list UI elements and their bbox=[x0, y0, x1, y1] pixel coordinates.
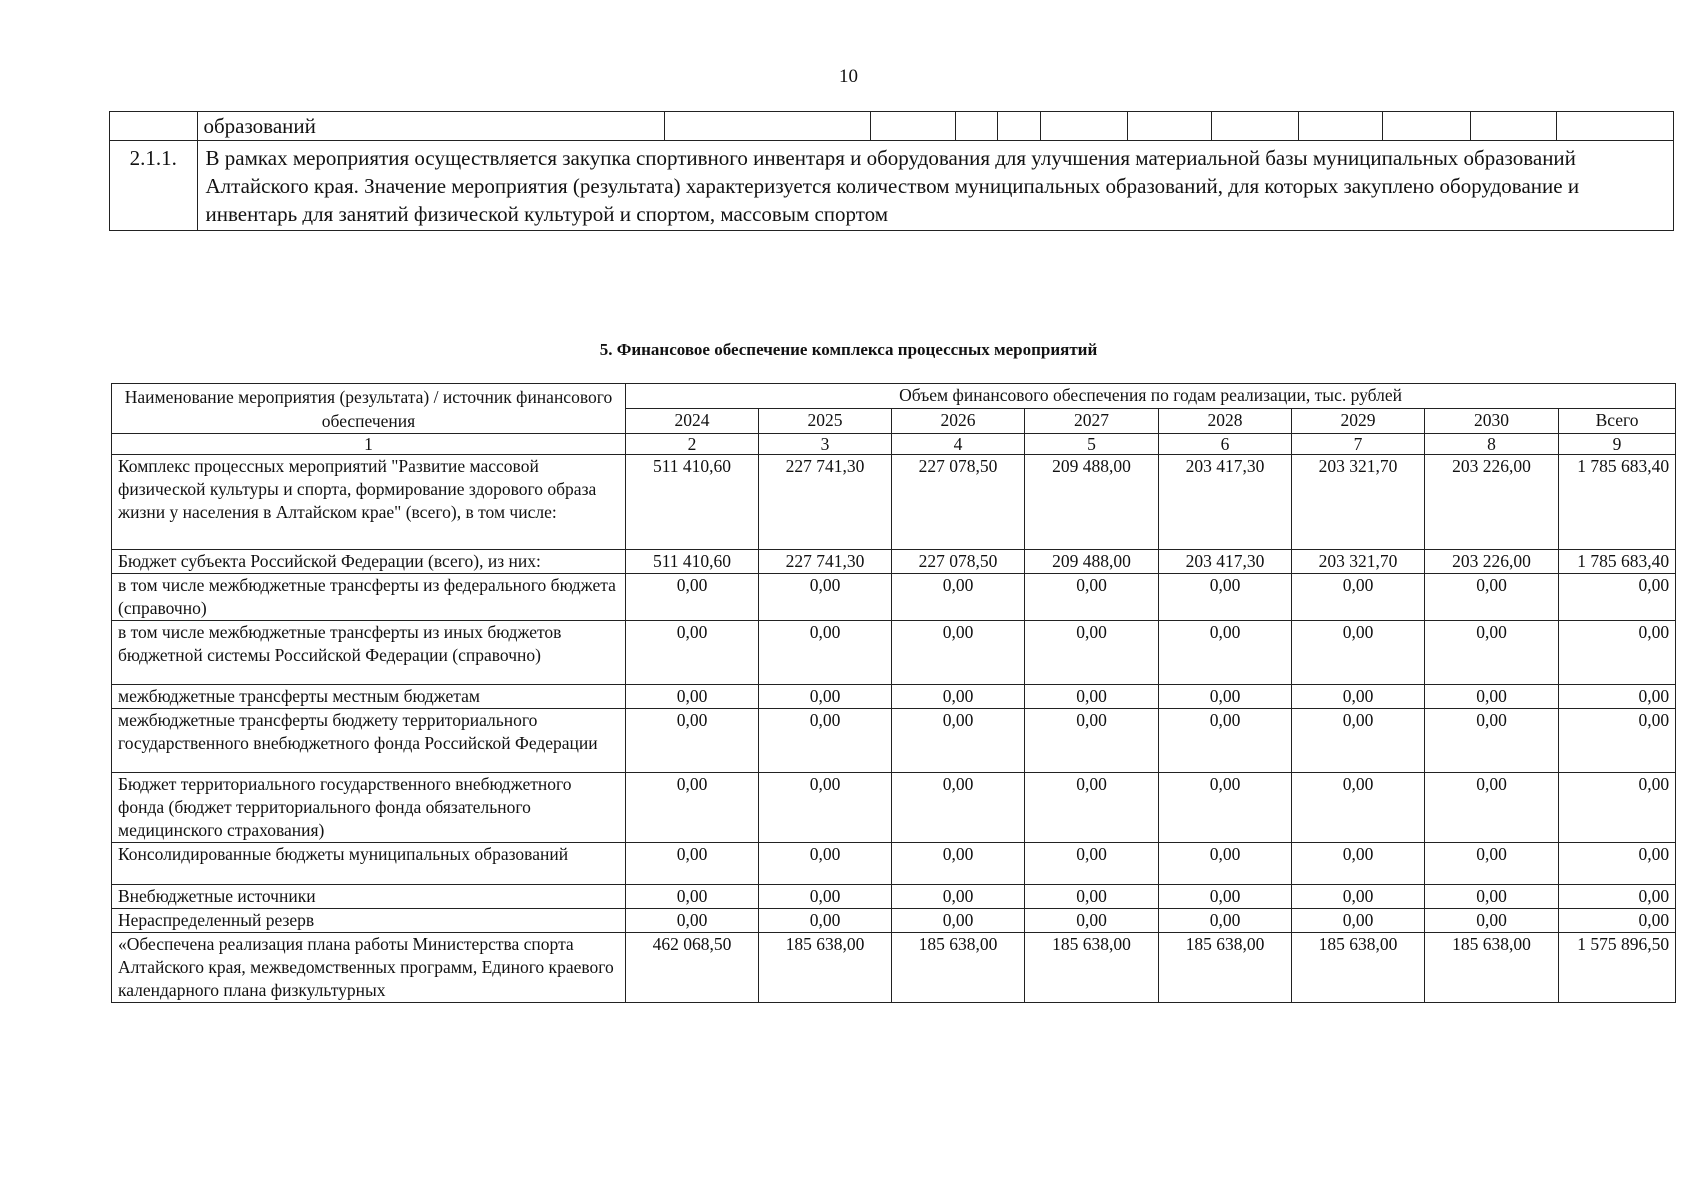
row-value: 0,00 bbox=[626, 843, 759, 885]
row-value: 0,00 bbox=[1025, 773, 1159, 843]
empty-cell bbox=[1298, 112, 1382, 141]
financing-row bbox=[112, 574, 1676, 621]
row-value: 511 410,60 bbox=[626, 455, 759, 550]
row-name: в том числе межбюджетные трансферты из иных бюджетов бюджетной системы Российской Федерации (справочно) bbox=[112, 621, 626, 685]
row-value: 0,00 bbox=[1025, 685, 1159, 709]
row-value: 0,00 bbox=[1159, 843, 1292, 885]
row-value: 209 488,00 bbox=[1025, 550, 1159, 574]
row-value: 203 321,70 bbox=[1292, 455, 1425, 550]
row-value: 462 068,50 bbox=[626, 933, 759, 1003]
row-value: 0,00 bbox=[759, 885, 892, 909]
row-value: 0,00 bbox=[1425, 621, 1559, 685]
row-name: Комплекс процессных мероприятий "Развитие массовой физической культуры и спорта, формирование здорового образа жизни у населения в Алтайском крае" (всего), в том числе: bbox=[112, 455, 626, 550]
financing-row bbox=[112, 685, 1676, 709]
row-total: 0,00 bbox=[1559, 621, 1676, 685]
header-volume: Объем финансового обеспечения по годам реализации, тыс. рублей bbox=[626, 384, 1676, 409]
row-value: 0,00 bbox=[1025, 843, 1159, 885]
column-index-row bbox=[112, 434, 1676, 455]
financing-row bbox=[112, 455, 1676, 550]
header-year: 2029 bbox=[1292, 409, 1425, 434]
row-value: 0,00 bbox=[1292, 709, 1425, 773]
row-value: 227 741,30 bbox=[759, 455, 892, 550]
row-value: 0,00 bbox=[1159, 885, 1292, 909]
financing-row bbox=[112, 909, 1676, 933]
empty-cell bbox=[955, 112, 997, 141]
row-total: 1 785 683,40 bbox=[1559, 455, 1676, 550]
row-value: 0,00 bbox=[1425, 709, 1559, 773]
row-total: 0,00 bbox=[1559, 709, 1676, 773]
financing-row bbox=[112, 773, 1676, 843]
row-value: 0,00 bbox=[759, 574, 892, 621]
row-name: в том числе межбюджетные трансферты из федерального бюджета (справочно) bbox=[112, 574, 626, 621]
row-value: 0,00 bbox=[892, 574, 1025, 621]
empty-cell bbox=[1383, 112, 1471, 141]
row-value: 0,00 bbox=[1425, 909, 1559, 933]
row-value: 0,00 bbox=[1025, 885, 1159, 909]
row-value: 511 410,60 bbox=[626, 550, 759, 574]
row-value: 0,00 bbox=[759, 685, 892, 709]
empty-cell bbox=[871, 112, 955, 141]
empty-cell bbox=[1041, 112, 1127, 141]
row-value: 227 078,50 bbox=[892, 550, 1025, 574]
row-value: 203 321,70 bbox=[1292, 550, 1425, 574]
row-name: Нераспределенный резерв bbox=[112, 909, 626, 933]
row-value: 0,00 bbox=[759, 709, 892, 773]
row-value: 0,00 bbox=[759, 621, 892, 685]
empty-cell bbox=[998, 112, 1041, 141]
row-value: 0,00 bbox=[1159, 909, 1292, 933]
row-value: 0,00 bbox=[759, 843, 892, 885]
row-value: 0,00 bbox=[1159, 685, 1292, 709]
row-value: 0,00 bbox=[1159, 621, 1292, 685]
row-value: 0,00 bbox=[1025, 621, 1159, 685]
row-value: 227 078,50 bbox=[892, 455, 1025, 550]
row-value: 0,00 bbox=[759, 909, 892, 933]
row-value: 203 226,00 bbox=[1425, 455, 1559, 550]
header-year: 2028 bbox=[1159, 409, 1292, 434]
header-year: 2024 bbox=[626, 409, 759, 434]
header-year: 2030 bbox=[1425, 409, 1559, 434]
row-value: 0,00 bbox=[626, 773, 759, 843]
row-value: 0,00 bbox=[626, 685, 759, 709]
empty-cell bbox=[1470, 112, 1556, 141]
financing-table bbox=[111, 383, 1676, 1003]
financing-body bbox=[112, 455, 1676, 1003]
row-total: 1 785 683,40 bbox=[1559, 550, 1676, 574]
row-value: 185 638,00 bbox=[1292, 933, 1425, 1003]
row-name: Бюджет субъекта Российской Федерации (всего), из них: bbox=[112, 550, 626, 574]
row-total: 0,00 bbox=[1559, 773, 1676, 843]
financing-row bbox=[112, 885, 1676, 909]
section-title: 5. Финансовое обеспечение комплекса процессных мероприятий bbox=[599, 340, 1098, 359]
row-total: 0,00 bbox=[1559, 843, 1676, 885]
row-value: 0,00 bbox=[1425, 685, 1559, 709]
page-number: 10 bbox=[839, 66, 858, 87]
row-value: 227 741,30 bbox=[759, 550, 892, 574]
row-value: 209 488,00 bbox=[1025, 455, 1159, 550]
column-index: 1 bbox=[112, 434, 626, 455]
row-value: 0,00 bbox=[892, 685, 1025, 709]
column-index: 2 bbox=[626, 434, 759, 455]
financing-row bbox=[112, 843, 1676, 885]
row-value: 0,00 bbox=[1159, 574, 1292, 621]
row-value: 185 638,00 bbox=[892, 933, 1025, 1003]
header-year: 2025 bbox=[759, 409, 892, 434]
financing-row bbox=[112, 709, 1676, 773]
row-total: 0,00 bbox=[1559, 574, 1676, 621]
measure-description-table bbox=[109, 111, 1674, 231]
column-index: 4 bbox=[892, 434, 1025, 455]
measure-row bbox=[110, 141, 1674, 231]
row-value: 0,00 bbox=[626, 909, 759, 933]
row-value: 0,00 bbox=[1292, 843, 1425, 885]
row-value: 0,00 bbox=[626, 574, 759, 621]
row-value: 185 638,00 bbox=[759, 933, 892, 1003]
row-value: 0,00 bbox=[626, 885, 759, 909]
row-total: 0,00 bbox=[1559, 685, 1676, 709]
row-name: «Обеспечена реализация плана работы Министерства спорта Алтайского края, межведомственных программ, Единого краевого календарного плана физкультурных bbox=[112, 933, 626, 1003]
row-value: 0,00 bbox=[892, 773, 1025, 843]
row-value: 185 638,00 bbox=[1425, 933, 1559, 1003]
row-value: 0,00 bbox=[892, 709, 1025, 773]
header-year: 2026 bbox=[892, 409, 1025, 434]
row-value: 185 638,00 bbox=[1159, 933, 1292, 1003]
empty-cell bbox=[665, 112, 871, 141]
row-total: 0,00 bbox=[1559, 885, 1676, 909]
row-name: Консолидированные бюджеты муниципальных образований bbox=[112, 843, 626, 885]
continued-row bbox=[110, 112, 1674, 141]
row-value: 0,00 bbox=[1425, 843, 1559, 885]
row-total: 0,00 bbox=[1559, 909, 1676, 933]
row-value: 0,00 bbox=[626, 621, 759, 685]
financing-row bbox=[112, 550, 1676, 574]
row-value: 0,00 bbox=[759, 773, 892, 843]
row-value: 0,00 bbox=[1292, 621, 1425, 685]
row-value: 0,00 bbox=[1292, 909, 1425, 933]
empty-cell bbox=[1212, 112, 1298, 141]
row-name: межбюджетные трансферты бюджету территориального государственного внебюджетного фонда Российской Федерации bbox=[112, 709, 626, 773]
row-value: 0,00 bbox=[1292, 773, 1425, 843]
row-value: 0,00 bbox=[892, 909, 1025, 933]
column-index: 6 bbox=[1159, 434, 1292, 455]
header-name: Наименование мероприятия (результата) / источник финансового обеспечения bbox=[112, 384, 626, 434]
row-value: 0,00 bbox=[892, 885, 1025, 909]
row-value: 0,00 bbox=[1425, 773, 1559, 843]
row-value: 0,00 bbox=[1425, 574, 1559, 621]
column-index: 9 bbox=[1559, 434, 1676, 455]
row-value: 0,00 bbox=[1025, 574, 1159, 621]
row-value: 203 417,30 bbox=[1159, 455, 1292, 550]
row-value: 203 226,00 bbox=[1425, 550, 1559, 574]
measure-description: В рамках мероприятия осуществляется закупка спортивного инвентаря и оборудования для улучшения материальной базы муниципальных образований Алтайского края. Значение мероприятия (результата) характеризуется количеством муниципальных образований, для которых закуплено оборудование и инвентарь для занятий физической культурой и спортом, массовым спортом bbox=[197, 141, 1674, 231]
row-value: 0,00 bbox=[626, 709, 759, 773]
row-value: 0,00 bbox=[1159, 773, 1292, 843]
column-index: 7 bbox=[1292, 434, 1425, 455]
column-index: 8 bbox=[1425, 434, 1559, 455]
financing-row bbox=[112, 621, 1676, 685]
row-total: 1 575 896,50 bbox=[1559, 933, 1676, 1003]
column-index: 3 bbox=[759, 434, 892, 455]
row-value: 0,00 bbox=[1025, 709, 1159, 773]
row-value: 0,00 bbox=[1292, 685, 1425, 709]
header-year: 2027 bbox=[1025, 409, 1159, 434]
row-value: 0,00 bbox=[1159, 709, 1292, 773]
row-value: 0,00 bbox=[892, 621, 1025, 685]
empty-cell bbox=[1127, 112, 1211, 141]
row-value: 0,00 bbox=[1025, 909, 1159, 933]
financing-row bbox=[112, 933, 1676, 1003]
row-name: Внебюджетные источники bbox=[112, 885, 626, 909]
row-value: 185 638,00 bbox=[1025, 933, 1159, 1003]
row-name: Бюджет территориального государственного внебюджетного фонда (бюджет территориального фонда обязательного медицинского страхования) bbox=[112, 773, 626, 843]
empty-cell bbox=[110, 112, 198, 141]
column-index: 5 bbox=[1025, 434, 1159, 455]
row-value: 203 417,30 bbox=[1159, 550, 1292, 574]
empty-cell bbox=[1557, 112, 1674, 141]
continued-text: образований bbox=[197, 112, 665, 141]
measure-number: 2.1.1. bbox=[110, 141, 198, 231]
row-value: 0,00 bbox=[1292, 885, 1425, 909]
header-total: Всего bbox=[1559, 409, 1676, 434]
row-name: межбюджетные трансферты местным бюджетам bbox=[112, 685, 626, 709]
row-value: 0,00 bbox=[1292, 574, 1425, 621]
row-value: 0,00 bbox=[1425, 885, 1559, 909]
row-value: 0,00 bbox=[892, 843, 1025, 885]
header-row bbox=[112, 384, 1676, 409]
